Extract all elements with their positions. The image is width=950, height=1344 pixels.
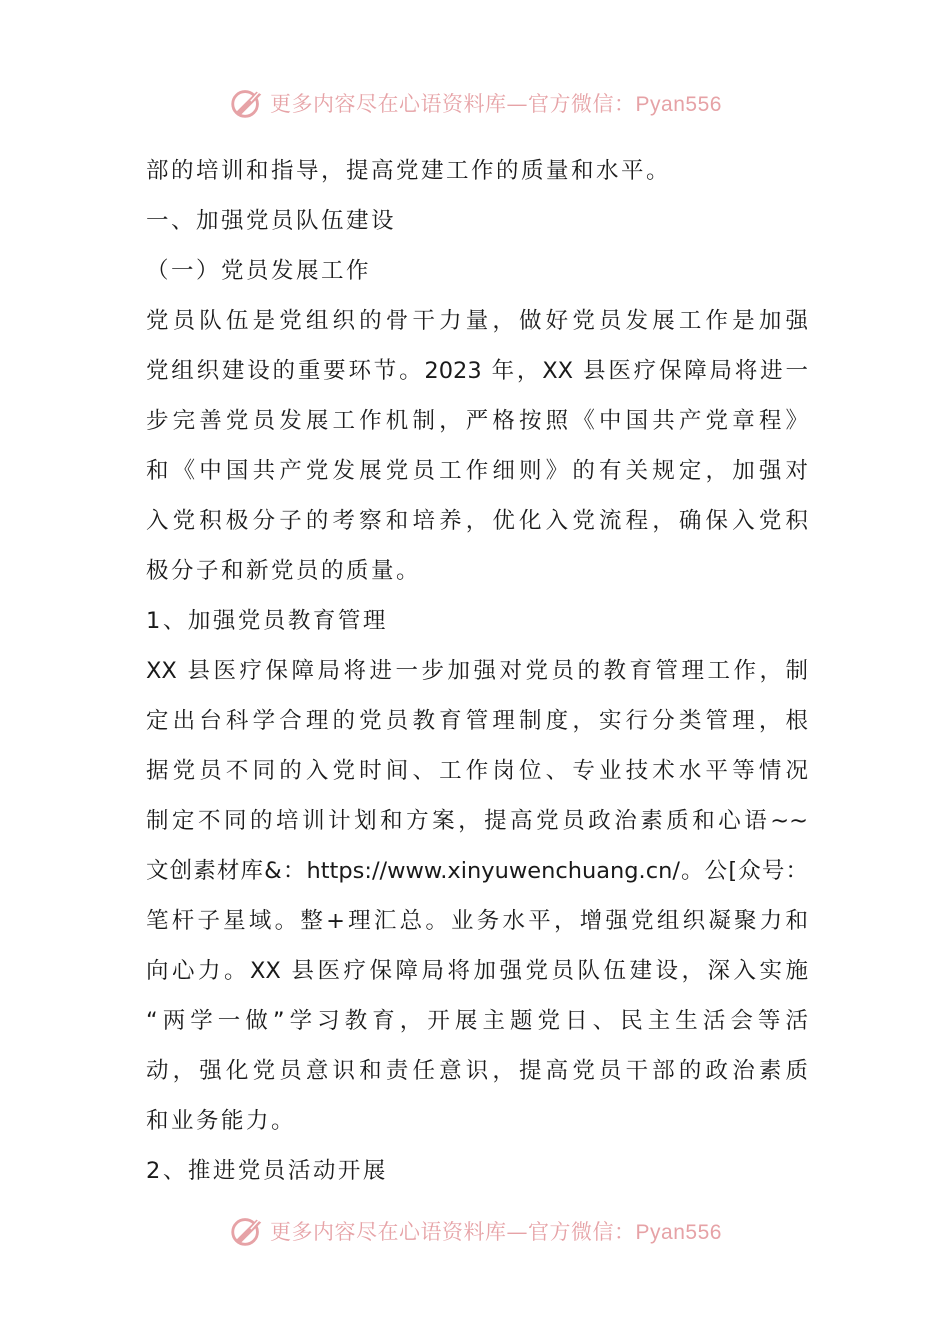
text-line: 一、加强党员队伍建设 bbox=[146, 208, 397, 234]
watermark-text: 更多内容尽在心语资料库—官方微信：Pyan556 bbox=[270, 1220, 722, 1244]
text-line: 文创素材库&：https://www.xinyuwenchuang.cn/。公[众号： bbox=[146, 858, 808, 884]
text-line: 入党积极分子的考察和培养，优化入党流程，确保入党积 bbox=[146, 508, 808, 534]
text-line: 和业务能力。 bbox=[146, 1108, 297, 1134]
text-line: 动，强化党员意识和责任意识，提高党员干部的政治素质 bbox=[146, 1058, 808, 1084]
text-line: 部的培训和指导，提高党建工作的质量和水平。 bbox=[146, 158, 672, 184]
footer-watermark bbox=[0, 1211, 950, 1251]
text-line: 和《中国共产党发展党员工作细则》的有关规定，加强对 bbox=[146, 458, 808, 484]
text-line: XX 县医疗保障局将进一步加强对党员的教育管理工作，制 bbox=[146, 658, 808, 684]
text-line: 笔杆子星域。整+理汇总。业务水平，增强党组织凝聚力和 bbox=[146, 908, 808, 934]
text-line: 党组织建设的重要环节。2023 年，XX 县医疗保障局将进一 bbox=[146, 358, 808, 384]
header-watermark bbox=[0, 83, 950, 123]
text-line: 2、推进党员活动开展 bbox=[146, 1158, 388, 1184]
pen-logo-icon bbox=[228, 84, 266, 122]
text-line: 1、加强党员教育管理 bbox=[146, 608, 388, 634]
text-line: （一）党员发展工作 bbox=[146, 258, 372, 284]
watermark-text: 更多内容尽在心语资料库—官方微信：Pyan556 bbox=[270, 92, 722, 116]
text-line: 党员队伍是党组织的骨干力量，做好党员发展工作是加强 bbox=[146, 308, 808, 334]
text-line: 向心力。XX 县医疗保障局将加强党员队伍建设，深入实施 bbox=[146, 958, 808, 984]
document-body bbox=[146, 146, 808, 1196]
text-line: 步完善党员发展工作机制，严格按照《中国共产党章程》 bbox=[146, 408, 808, 434]
text-line: 定出台科学合理的党员教育管理制度，实行分类管理，根 bbox=[146, 708, 808, 734]
text-line: 制定不同的培训计划和方案，提高党员政治素质和心语~~ bbox=[146, 808, 808, 834]
text-line: 据党员不同的入党时间、工作岗位、专业技术水平等情况 bbox=[146, 758, 808, 784]
text-line: “两学一做”学习教育，开展主题党日、民主生活会等活 bbox=[146, 1008, 808, 1034]
pen-logo-icon bbox=[228, 1212, 266, 1250]
text-line: 极分子和新党员的质量。 bbox=[146, 558, 422, 584]
